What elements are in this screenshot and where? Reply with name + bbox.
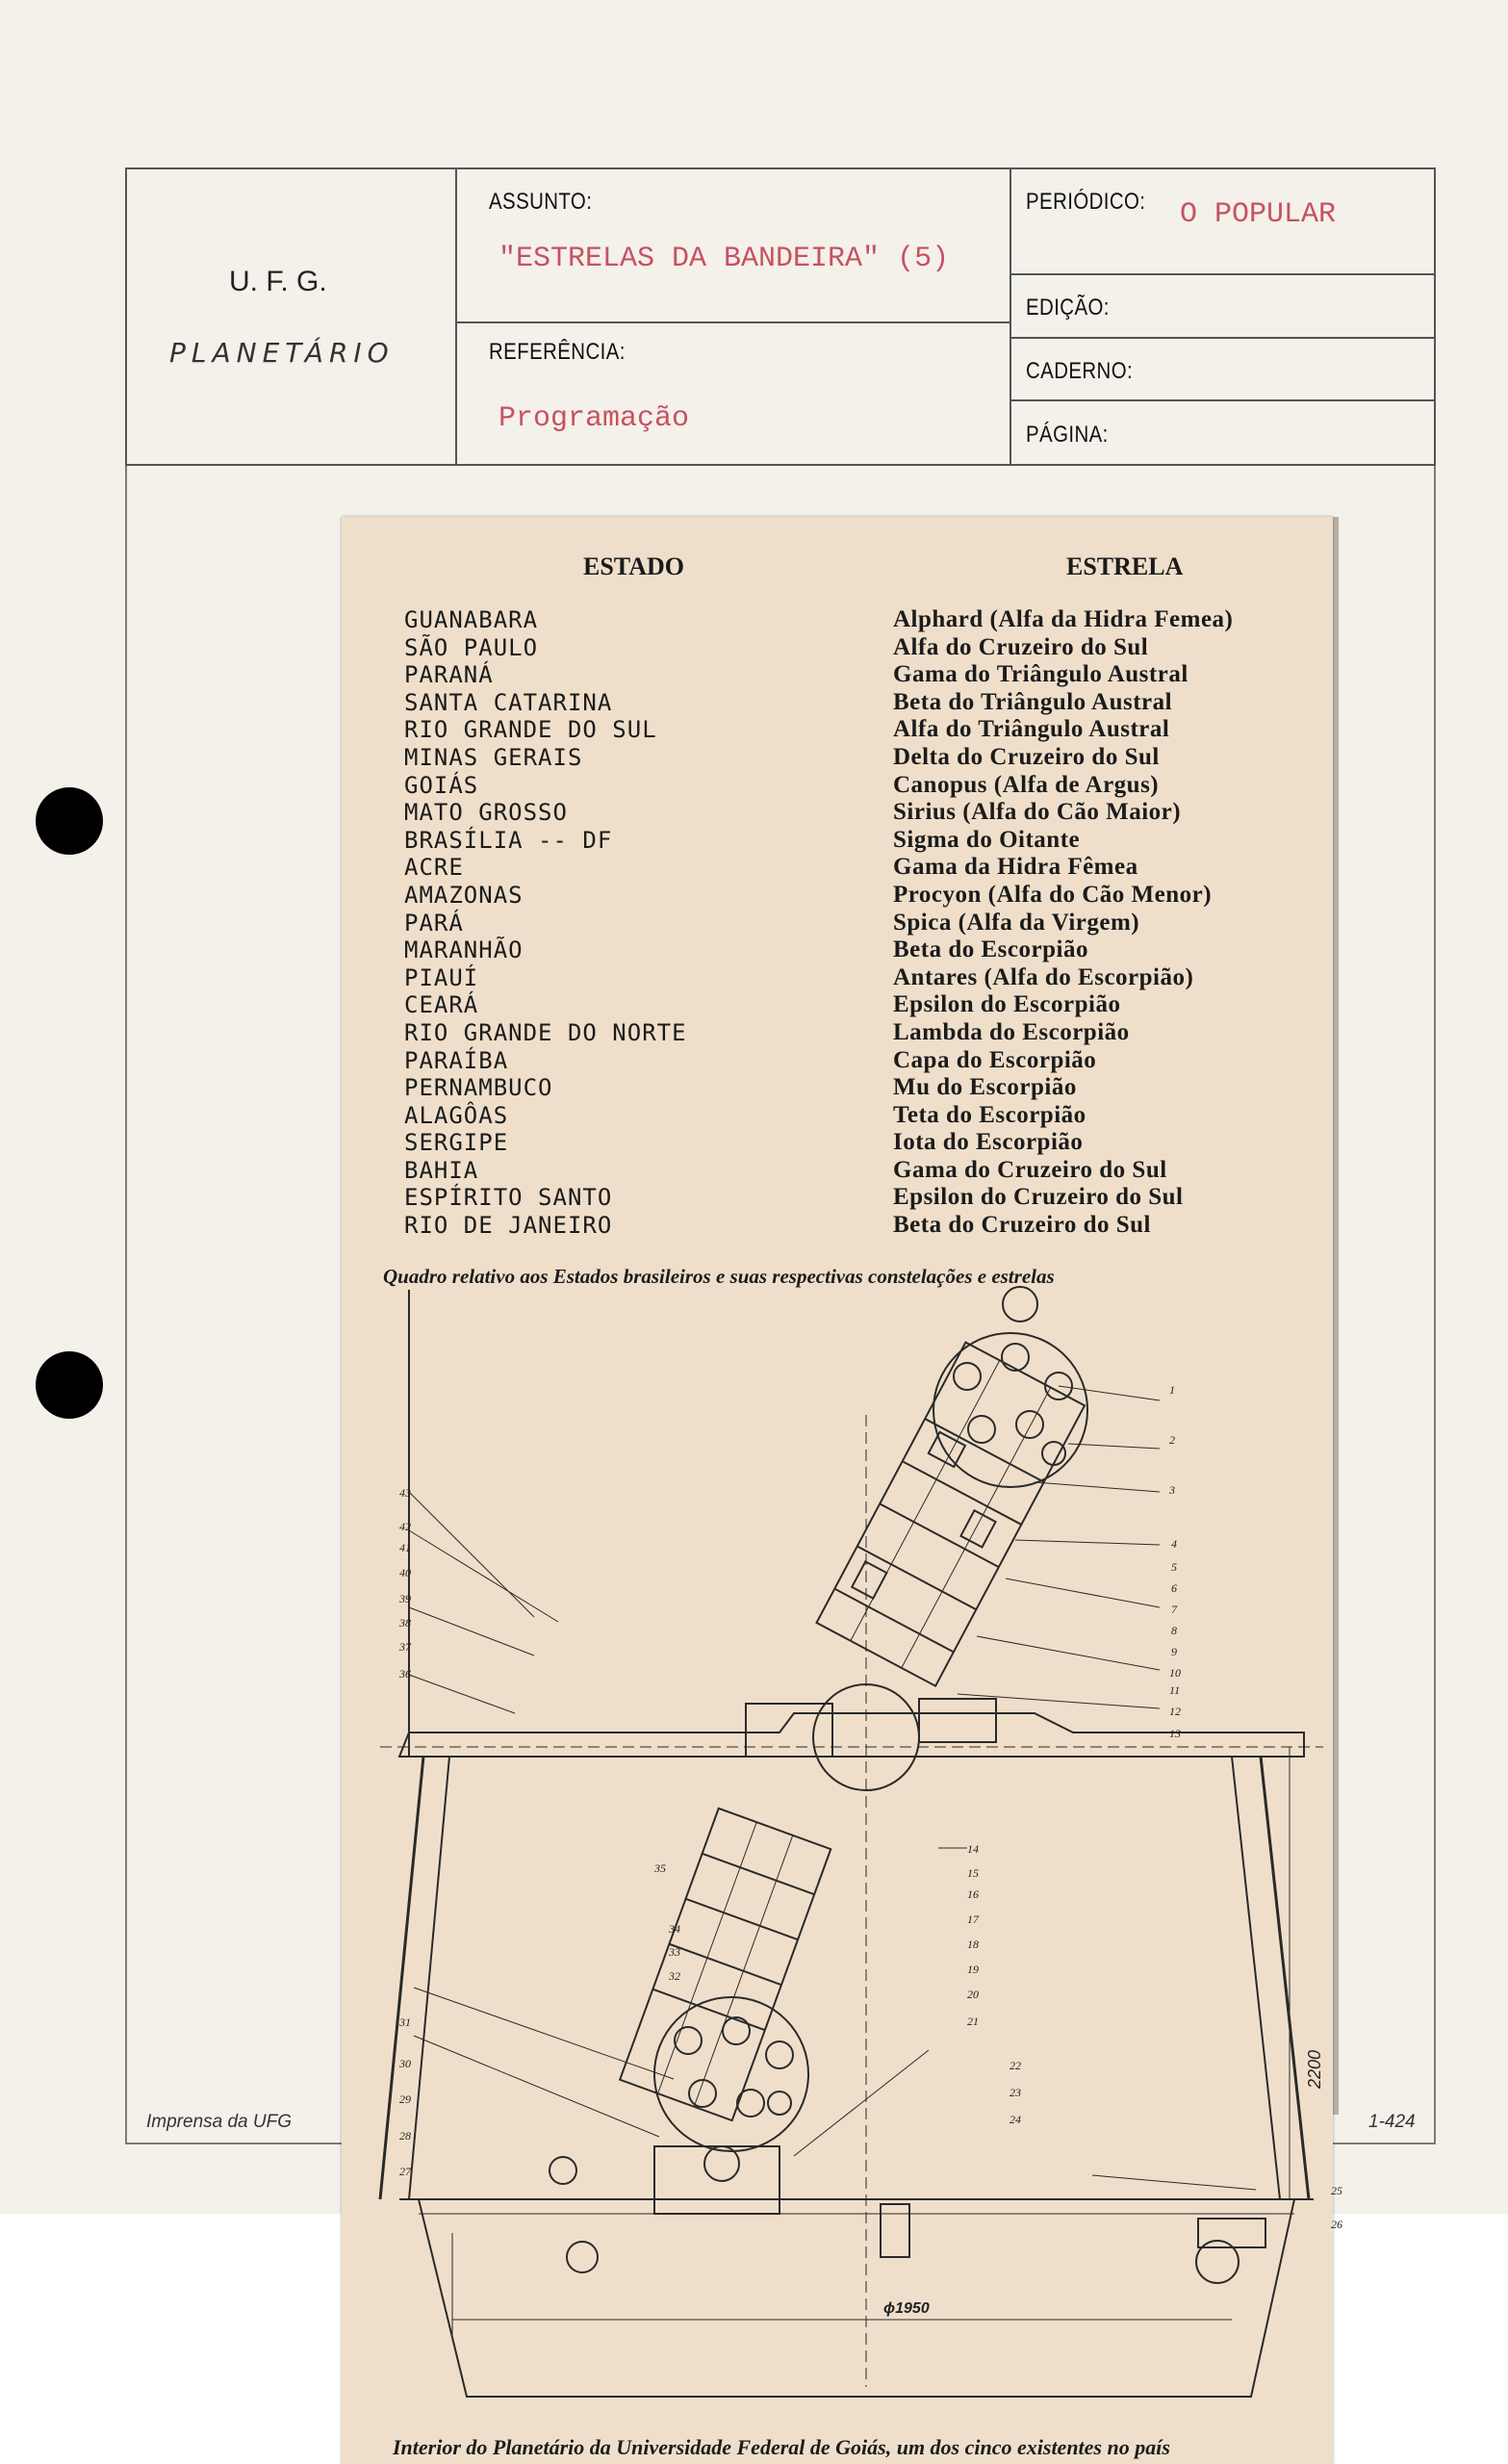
svg-text:31: 31 [399,2015,411,2029]
estado-item: PIAUÍ [404,963,479,991]
estado-item: RIO GRANDE DO SUL [404,716,657,744]
pagina-label: PÁGINA: [1026,422,1109,448]
estrela-item: Iota do Escorpião [893,1129,1084,1156]
estrela-item: Teta do Escorpião [893,1101,1086,1128]
svg-text:8: 8 [1171,1624,1177,1637]
height-dimension: 2200 [1305,2049,1324,2089]
svg-text:2: 2 [1169,1433,1175,1447]
estado-list [404,606,687,1240]
svg-text:6: 6 [1171,1581,1177,1595]
estrela-item: Alfa do Triângulo Austral [893,716,1170,743]
svg-text:27: 27 [399,2165,411,2178]
svg-text:25: 25 [1331,2184,1342,2197]
estado-item: ACRE [404,854,464,882]
estrela-item: Beta do Cruzeiro do Sul [893,1212,1151,1239]
punch-hole [36,787,103,855]
clipping-edge [1333,517,1339,2115]
svg-text:1: 1 [1169,1383,1175,1397]
svg-text:12: 12 [1169,1705,1181,1718]
estrela-item: Gama do Triângulo Austral [893,661,1189,688]
estrela-item: Capa do Escorpião [893,1046,1097,1073]
svg-text:7: 7 [1171,1603,1177,1616]
periodico-value: O POPULAR [1180,198,1337,231]
estado-item: RIO DE JANEIRO [404,1212,613,1240]
estrela-item: Beta do Triângulo Austral [893,688,1173,715]
estrela-item: Lambda do Escorpião [893,1018,1130,1045]
estado-item: MINAS GERAIS [404,743,583,771]
svg-text:28: 28 [399,2129,411,2143]
estado-item: GUANABARA [404,606,539,633]
estado-item: BAHIA [404,1156,479,1184]
svg-text:4: 4 [1171,1537,1177,1551]
punch-hole [36,1351,103,1419]
estrela-item: Beta do Escorpião [893,937,1088,963]
svg-text:26: 26 [1331,2218,1342,2231]
svg-text:39: 39 [399,1592,411,1605]
svg-text:13: 13 [1169,1727,1181,1740]
svg-text:10: 10 [1169,1666,1181,1680]
svg-text:36: 36 [399,1667,411,1681]
svg-text:35: 35 [654,1861,666,1875]
estrela-item: Delta do Cruzeiro do Sul [893,743,1160,770]
svg-text:41: 41 [399,1541,411,1554]
estado-item: SANTA CATARINA [404,688,613,716]
header-divider [455,167,457,466]
mount-plate [399,1713,1304,1757]
periodico-label: PERIÓDICO: [1026,189,1146,215]
estrela-item: Procyon (Alfa do Cão Menor) [893,881,1213,908]
svg-text:24: 24 [1010,2113,1021,2126]
lower-star-sphere [654,1997,808,2151]
svg-text:3: 3 [1169,1483,1175,1497]
svg-text:38: 38 [399,1616,411,1630]
edicao-label: EDIÇÃO: [1026,295,1110,321]
svg-text:16: 16 [967,1887,979,1901]
svg-text:15: 15 [967,1866,979,1880]
base-tub [419,2199,1294,2397]
svg-text:19: 19 [967,1963,979,1976]
estrela-item: Alfa do Cruzeiro do Sul [893,633,1149,660]
table-caption: Quadro relativo aos Estados brasileiros e suas respectivas constelações e estrelas [383,1265,1055,1288]
header-divider [1010,337,1436,339]
estado-item: BRASÍLIA -- DF [404,826,613,854]
projector-drawing [342,1290,1342,2430]
caderno-label: CADERNO: [1026,358,1134,384]
svg-text:30: 30 [399,2057,411,2070]
estado-item: PARAÍBA [404,1046,509,1074]
estrela-item: Sirius (Alfa do Cão Maior) [893,799,1182,826]
estrela-item: Antares (Alfa do Escorpião) [893,963,1194,990]
dept-label: PLANETÁRIO [169,337,395,369]
svg-text:37: 37 [399,1640,411,1654]
assunto-label: ASSUNTO: [489,189,593,215]
estrela-item: Gama da Hidra Fêmea [893,854,1138,881]
estado-item: RIO GRANDE DO NORTE [404,1018,687,1046]
estado-item: ALAGÔAS [404,1101,509,1129]
estrela-item: Mu do Escorpião [893,1074,1077,1101]
estado-item: PERNAMBUCO [404,1074,553,1102]
svg-text:43: 43 [399,1486,411,1500]
referencia-value: Programação [498,402,690,435]
estado-item: MATO GROSSO [404,799,568,827]
form-number: 1-424 [1368,2112,1416,2132]
svg-text:34: 34 [669,1922,680,1936]
header-divider [455,321,1011,323]
svg-text:29: 29 [399,2092,411,2106]
svg-text:5: 5 [1171,1560,1177,1574]
svg-text:33: 33 [669,1945,680,1959]
estado-item: CEARÁ [404,991,479,1019]
svg-text:14: 14 [967,1842,979,1856]
svg-text:9: 9 [1171,1645,1177,1658]
estado-item: PARANÁ [404,661,494,689]
referencia-label: REFERÊNCIA: [489,339,626,365]
svg-text:20: 20 [967,1988,979,2001]
svg-text:17: 17 [967,1912,979,1926]
estado-item: PARÁ [404,909,464,937]
estrela-item: Canopus (Alfa de Argus) [893,771,1160,798]
estrela-item: Sigma do Oitante [893,826,1081,853]
svg-text:18: 18 [967,1938,979,1951]
estado-item: SÃO PAULO [404,633,539,661]
header-divider [1010,167,1011,466]
estrela-item: Spica (Alfa da Virgem) [893,909,1140,936]
estado-header: ESTADO [583,552,684,580]
estado-item: GOIÁS [404,771,479,799]
callout-numbers [398,1383,1342,2231]
org-label: U. F. G. [229,266,327,297]
estrela-item: Epsilon do Cruzeiro do Sul [893,1184,1184,1211]
estrela-item: Alphard (Alfa da Hidra Femea) [893,606,1234,632]
diameter-dimension: ϕ1950 [883,2300,930,2317]
estado-item: ESPÍRITO SANTO [404,1184,613,1212]
assunto-value: "ESTRELAS DA BANDEIRA" (5) [498,243,950,275]
svg-text:11: 11 [1169,1683,1181,1697]
header-divider [1010,399,1436,401]
svg-text:23: 23 [1010,2086,1021,2099]
imprensa-label: Imprensa da UFG [146,2112,292,2132]
svg-text:32: 32 [669,1969,680,1983]
estrela-list [893,606,1233,1240]
estrela-header: ESTRELA [1066,552,1184,580]
svg-text:42: 42 [399,1520,411,1533]
estado-item: AMAZONAS [404,881,524,909]
header-divider [1010,273,1436,275]
estado-item: SERGIPE [404,1129,509,1157]
svg-text:40: 40 [399,1566,411,1579]
upper-tube [816,1343,1085,1686]
estrela-item: Gama do Cruzeiro do Sul [893,1156,1167,1183]
svg-text:21: 21 [967,2015,979,2028]
estrela-item: Epsilon do Escorpião [893,991,1121,1018]
estado-item: MARANHÃO [404,937,524,964]
drawing-caption: Interior do Planetário da Universidade Federal de Goiás, um dos cinco existentes no país [393,2435,1170,2459]
svg-text:22: 22 [1010,2059,1021,2072]
